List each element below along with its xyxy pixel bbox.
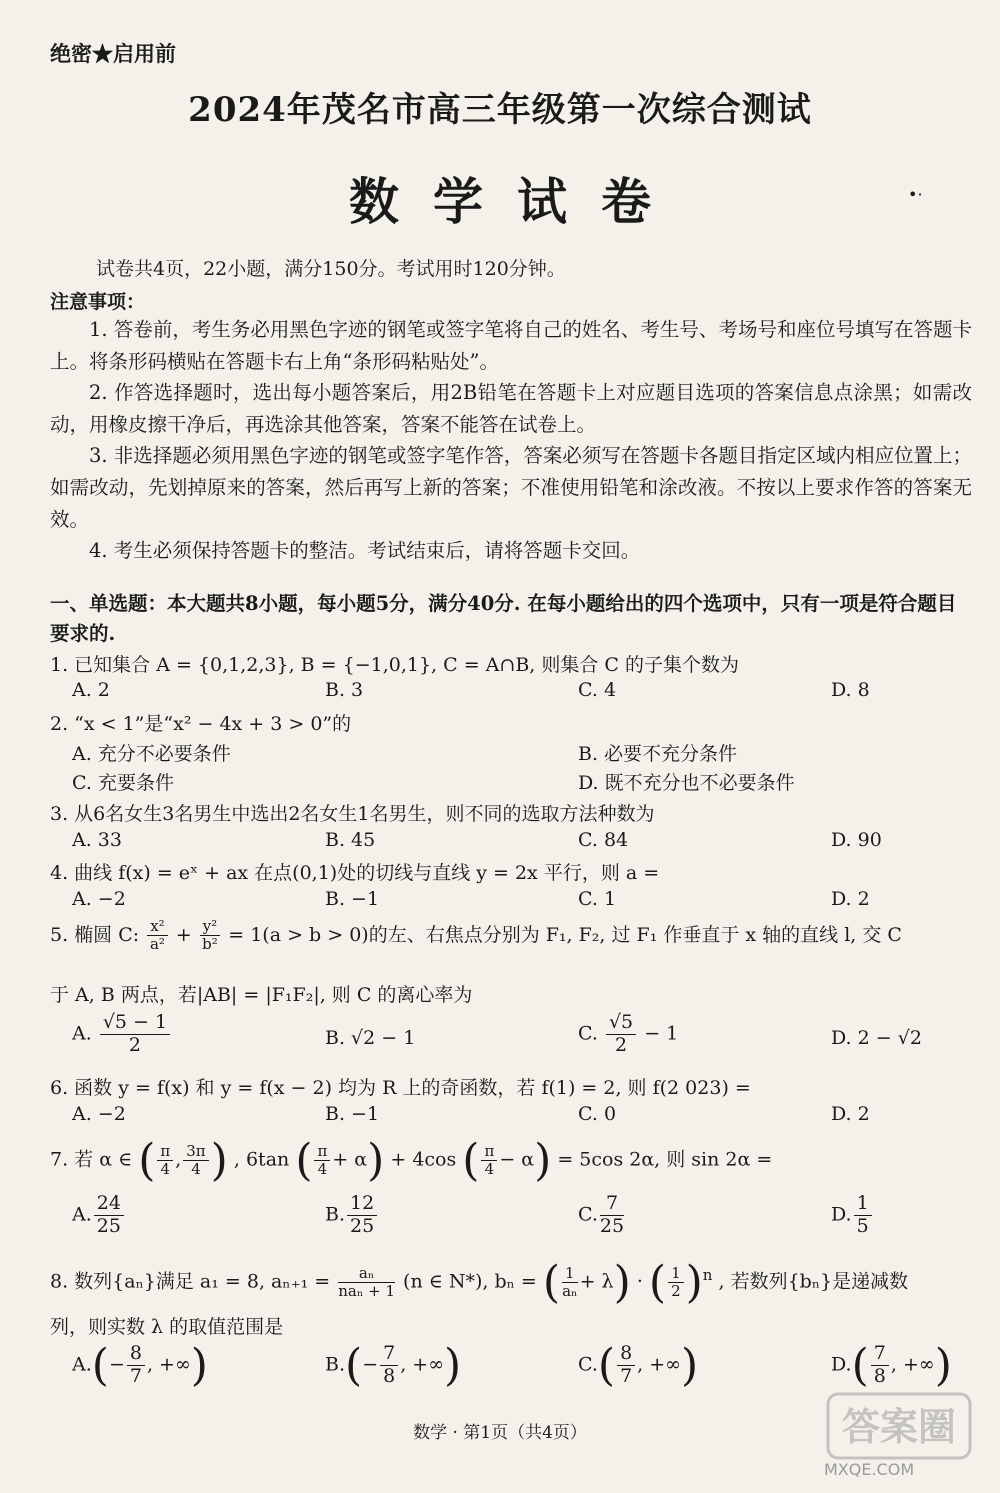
q5-stem-prefix: 5. 椭圆 C: xyxy=(50,923,140,946)
q3-option-d: D. 90 xyxy=(831,829,882,851)
q5-frac-x xyxy=(147,918,167,954)
q7-frac-tan-num: π xyxy=(314,1143,330,1161)
question-5-stem xyxy=(50,918,902,954)
q5-stem-suffix: = 1(a > b > 0)的左、右焦点分别为 F₁, F₂, 过 F₁ 作垂直于 x 轴的直线 l, 交 C xyxy=(228,923,902,946)
q5-frac-x-num: x² xyxy=(147,918,167,936)
q7-b-den: 25 xyxy=(350,1214,375,1237)
q6-option-c: C. 0 xyxy=(578,1103,617,1125)
q8-half-num: 1 xyxy=(668,1265,684,1283)
q8-power-n: n xyxy=(702,1266,713,1285)
q5-option-b: B. √2 − 1 xyxy=(325,1027,416,1049)
q5-option-c-frac xyxy=(606,1012,636,1057)
question-4-stem: 4. 曲线 f(x) = eˣ + ax 在点(0,1)处的切线与直线 y = 2x 平行，则 a = xyxy=(50,862,660,884)
q8-c-inf: , +∞ xyxy=(637,1353,681,1376)
q7-stem-a: 7. 若 α ∈ xyxy=(50,1148,139,1171)
q7-frac-tan xyxy=(314,1143,330,1179)
q7-frac-3pi4-den: 4 xyxy=(191,1160,201,1178)
q5-a-den: 2 xyxy=(128,1033,141,1056)
exam-info: 试卷共4页，22小题，满分150分。考试用时120分钟。 xyxy=(96,258,566,280)
q7-option-b-label: B. xyxy=(325,1203,346,1226)
q6-option-a: A. −2 xyxy=(72,1103,126,1125)
q7-stem-d: = 5cos 2α, 则 sin 2α = xyxy=(557,1148,773,1171)
q8-paren-open-1: ( xyxy=(542,1257,561,1308)
q8-c-paren-close: ) xyxy=(681,1340,699,1391)
q7-minus-alpha: − α xyxy=(499,1148,535,1171)
q1-option-c: C. 4 xyxy=(578,679,617,701)
q5-a-num: √5 − 1 xyxy=(100,1012,170,1035)
q8-dot: · xyxy=(636,1270,643,1293)
q7-paren-close-3: ) xyxy=(534,1135,552,1186)
q3-option-c: C. 84 xyxy=(578,829,629,851)
scan-mark: •· xyxy=(908,185,923,204)
q8-b-den: 8 xyxy=(383,1365,396,1387)
watermark-text: MXQE.COM xyxy=(824,1460,915,1479)
question-5-stem-line2: 于 A, B 两点，若|AB| = |F₁F₂|, 则 C 的离心率为 xyxy=(50,984,473,1006)
question-8-stem-line2: 列，则实数 λ 的取值范围是 xyxy=(50,1316,284,1338)
q8-a-paren-open: ( xyxy=(91,1340,109,1391)
q8-option-b xyxy=(325,1340,461,1391)
q8-recur-num: aₙ xyxy=(338,1265,395,1283)
question-8-stem xyxy=(50,1257,908,1308)
q2-option-b: B. 必要不充分条件 xyxy=(578,743,738,765)
q8-recur-den: naₙ + 1 xyxy=(338,1282,395,1300)
q8-c-den: 7 xyxy=(620,1365,633,1387)
q5-option-c xyxy=(578,1012,678,1057)
q7-paren-open-2: ( xyxy=(295,1135,313,1186)
q8-option-b-frac xyxy=(380,1343,398,1388)
q8-option-a xyxy=(72,1340,208,1391)
question-1-stem: 1. 已知集合 A = {0,1,2,3}, B = {−1,0,1}, C = A∩B, 则集合 C 的子集个数为 xyxy=(50,654,739,676)
notice-heading: 注意事项： xyxy=(50,291,146,313)
q8-d-paren-open: ( xyxy=(851,1340,869,1391)
q7-paren-close-2: ) xyxy=(367,1135,385,1186)
q8-a-num: 8 xyxy=(127,1343,145,1366)
q8-a-inf: , +∞ xyxy=(146,1353,191,1376)
q8-option-c xyxy=(578,1340,698,1391)
question-7-stem: 7. 若 α ∈ ( $\frac{\pi}{4}$ , $\frac{3\pi}{4}$ ) , 6tan ( $\frac{\pi}{4}$ + α) + 4cos ( $\frac{\pi}{4}$ − α) = 5cos 2α, 则 sin 2α = xyxy=(50,1135,773,1186)
q7-frac-cos xyxy=(481,1143,497,1179)
q8-a-den: 7 xyxy=(129,1365,142,1387)
q1-option-a: A. 2 xyxy=(72,679,110,701)
q7-frac-pi4-den: 4 xyxy=(160,1160,171,1178)
q8-a-neg: − xyxy=(108,1353,125,1376)
q4-option-d: D. 2 xyxy=(831,888,870,910)
q8-half-den: 2 xyxy=(671,1282,681,1300)
q8-frac-inv xyxy=(562,1265,578,1301)
section-heading: 一、单选题：本大题共8小题，每小题5分，满分40分. 在每小题给出的四个选项中，只有一项是符合题目要求的. xyxy=(50,592,957,645)
q5-plus: + xyxy=(175,923,192,946)
q8-d-num: 7 xyxy=(871,1343,889,1366)
notice-item-1: 1. 答卷前，考生务必用黑色字迹的钢笔或签字笔将自己的姓名、考生号、考场号和座位号填写在答题卡上。将条形码横贴在答题卡右上角“条形码粘贴处”。 xyxy=(50,318,972,373)
q7-frac-pi4-num: π xyxy=(157,1143,173,1161)
q2-option-d: D. 既不充分也不必要条件 xyxy=(578,772,795,794)
q7-paren-open-1: ( xyxy=(138,1135,156,1186)
q8-option-c-label: C. xyxy=(578,1353,598,1376)
q5-option-c-tail: − 1 xyxy=(644,1022,679,1045)
q7-plus-alpha: + α xyxy=(332,1148,368,1171)
q8-d-paren-close: ) xyxy=(934,1340,952,1391)
q8-paren-open-2: ( xyxy=(648,1257,667,1308)
notice-item-2: 2. 作答选择题时，选出每小题答案后，用2B铅笔在答题卡上对应题目选项的答案信息点涂黑；如需改动，用橡皮擦干净后，再选涂其他答案，答案不能答在试卷上。 xyxy=(50,381,972,436)
q6-option-d: D. 2 xyxy=(831,1103,870,1125)
q7-frac-cos-num: π xyxy=(481,1143,497,1161)
question-3-stem: 3. 从6名女生3名男生中选出2名女生1名男生，则不同的选取方法种数为 xyxy=(50,803,655,825)
q8-option-d xyxy=(831,1340,952,1391)
q8-option-c-frac xyxy=(617,1343,635,1388)
q8-inv-num: 1 xyxy=(562,1265,578,1283)
q3-option-b: B. 45 xyxy=(325,829,376,851)
q7-a-num: 24 xyxy=(94,1193,124,1216)
q7-option-a-label: A. xyxy=(72,1203,92,1226)
question-6-stem: 6. 函数 y = f(x) 和 y = f(x − 2) 均为 R 上的奇函数，若 f(1) = 2, 则 f(2 023) = xyxy=(50,1077,751,1099)
q8-b-num: 7 xyxy=(380,1343,398,1366)
q3-option-a: A. 33 xyxy=(72,829,122,851)
q8-d-inf: , +∞ xyxy=(890,1353,935,1376)
q7-d-num: 1 xyxy=(854,1193,872,1216)
q8-a-paren-close: ) xyxy=(190,1340,208,1391)
q7-frac-3pi4 xyxy=(183,1143,208,1179)
q8-paren-close-1: ) xyxy=(613,1257,631,1308)
q5-frac-y-den: b² xyxy=(202,935,218,954)
q5-c-den: 2 xyxy=(615,1033,628,1056)
q7-paren-open-3: ( xyxy=(462,1135,480,1186)
subject-title: 数学试卷 xyxy=(349,172,685,231)
q8-frac-half xyxy=(668,1265,684,1301)
q8-stem-a: 8. 数列{aₙ}满足 a₁ = 8, aₙ₊₁ = xyxy=(50,1270,331,1293)
question-2-stem: 2. “x < 1”是“x² − 4x + 3 > 0”的 xyxy=(50,713,352,735)
q7-option-a xyxy=(72,1193,126,1238)
q5-option-c-label: C. xyxy=(578,1022,598,1045)
q5-frac-y-num: y² xyxy=(200,918,221,936)
exam-title: 2024年茂名市高三年级第一次综合测试 xyxy=(188,90,812,130)
q8-b-paren-open: ( xyxy=(345,1340,363,1391)
q8-option-a-label: A. xyxy=(72,1353,92,1376)
q5-frac-x-den: a² xyxy=(149,935,165,954)
q7-c-den: 25 xyxy=(599,1214,625,1237)
q8-option-a-frac xyxy=(127,1343,145,1388)
q5-option-a xyxy=(72,1012,172,1057)
q8-option-d-frac xyxy=(871,1343,889,1388)
q5-frac-y xyxy=(200,918,221,954)
q7-option-d xyxy=(831,1193,874,1238)
q7-stem-b: , 6tan xyxy=(233,1148,290,1171)
q8-d-den: 8 xyxy=(873,1365,886,1387)
q8-paren-close-2: ) xyxy=(685,1257,703,1308)
q7-frac-tan-den: 4 xyxy=(317,1160,328,1178)
confidential-label: 绝密★启用前 xyxy=(50,41,176,66)
q8-b-neg: − xyxy=(362,1353,379,1376)
q7-paren-close-1: ) xyxy=(210,1135,228,1186)
q8-stem-c: , 若数列{bₙ}是递减数 xyxy=(718,1270,909,1293)
q5-option-d: D. 2 − √2 xyxy=(831,1027,922,1049)
q8-frac-recur xyxy=(338,1265,395,1301)
q7-a-den: 25 xyxy=(96,1214,121,1237)
q1-option-d: D. 8 xyxy=(831,679,870,701)
q8-c-num: 8 xyxy=(617,1343,635,1366)
q7-option-c xyxy=(578,1193,626,1238)
q7-option-c-label: C. xyxy=(578,1203,598,1226)
q8-c-paren-open: ( xyxy=(597,1340,616,1391)
q8-b-paren-close: ) xyxy=(444,1340,462,1391)
q8-b-inf: , +∞ xyxy=(400,1353,445,1376)
q7-stem-c: + 4cos xyxy=(390,1148,457,1171)
q7-option-d-label: D. xyxy=(831,1203,852,1226)
q8-plus-lambda: + λ xyxy=(579,1270,614,1293)
notice-item-3: 3. 非选择题必须用黑色字迹的钢笔或签字笔作答，答案必须写在答题卡各题目指定区域内相应位置上；如需改动，先划掉原来的答案，然后再写上新的答案；不准使用铅笔和涂改液。不按以上要求作答的答案无效。 xyxy=(50,444,972,531)
q5-option-a-label: A. xyxy=(72,1022,92,1045)
q8-stem-b: (n ∈ N*), bₙ = xyxy=(403,1270,537,1293)
q8-inv-den: aₙ xyxy=(562,1282,578,1300)
q5-option-a-frac xyxy=(100,1012,170,1057)
notice-item-4: 4. 考生必须保持答题卡的整洁。考试结束后，请将答题卡交回。 xyxy=(89,539,641,563)
q7-frac-pi4 xyxy=(157,1143,173,1179)
q4-option-a: A. −2 xyxy=(72,888,126,910)
q7-option-b xyxy=(325,1193,379,1238)
q5-c-num: √5 xyxy=(606,1012,636,1035)
q7-frac-3pi4-num: 3π xyxy=(183,1143,208,1161)
q1-option-b: B. 3 xyxy=(325,679,364,701)
q8-option-b-label: B. xyxy=(325,1353,346,1376)
q7-option-b-frac xyxy=(347,1193,377,1238)
q4-option-c: C. 1 xyxy=(578,888,617,910)
q4-option-b: B. −1 xyxy=(325,888,380,910)
q2-option-a: A. 充分不必要条件 xyxy=(72,743,231,765)
q7-option-d-frac xyxy=(854,1193,872,1238)
q7-b-num: 12 xyxy=(347,1193,377,1216)
q7-c-num: 7 xyxy=(600,1193,624,1216)
q8-option-d-label: D. xyxy=(831,1353,852,1376)
page-footer: 数学 · 第1页（共4页） xyxy=(413,1423,587,1443)
q7-d-den: 5 xyxy=(856,1214,869,1237)
q2-option-c: C. 充要条件 xyxy=(72,772,174,794)
q7-frac-cos-den: 4 xyxy=(484,1160,495,1178)
notice-list xyxy=(50,314,972,567)
q7-option-c-frac xyxy=(600,1193,624,1238)
q7-option-a-frac xyxy=(94,1193,124,1238)
stamp-text: 答案圈 xyxy=(841,1405,957,1449)
q6-option-b: B. −1 xyxy=(325,1103,380,1125)
